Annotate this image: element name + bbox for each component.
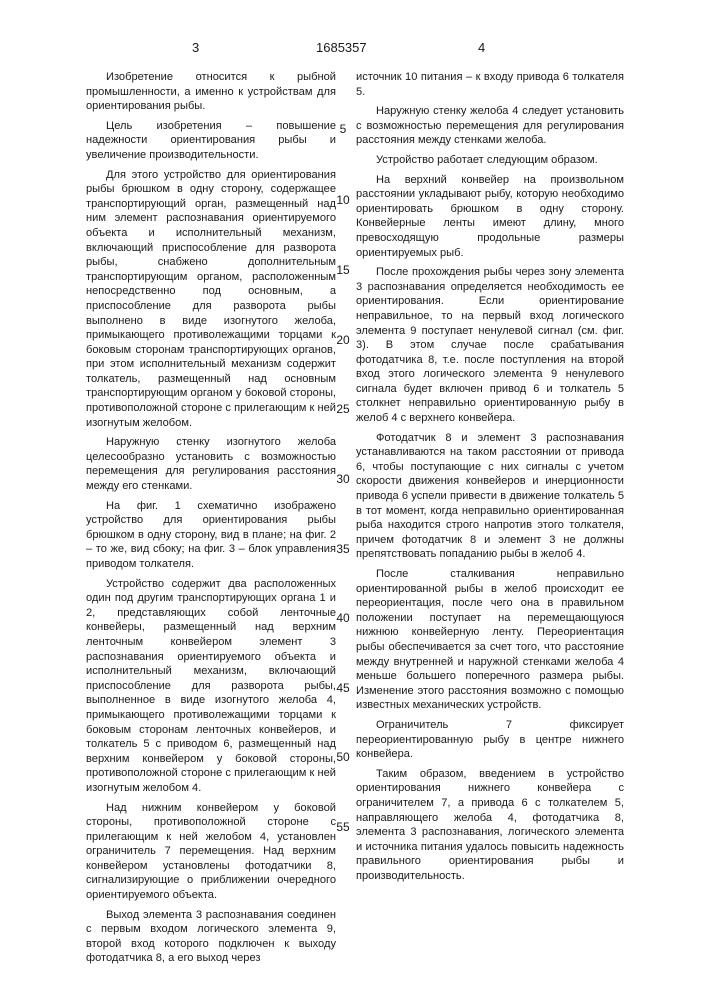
- right-text-column: [356, 70, 624, 883]
- line-number: 20: [333, 333, 353, 347]
- line-number: 5: [333, 122, 353, 136]
- patent-number: 1685357: [316, 40, 367, 55]
- paragraph: На фиг. 1 схематично изображено устройство для ориентирования рыбы брюшком в одну сторону, вид в плане; на фиг. 2 – то же, вид сбоку; на фиг. 3 – блок управления приводом толкателя.: [86, 499, 336, 572]
- paragraph: Устройство содержит два расположенных один под другим транспортирующих органа 1 и 2, представляющих собой ленточные конвейеры, размещенный над верхним ленточным конвейером элемент 3 распознавания ориентируемого объекта и исполнительный механизм, включающий приспособление для разворота рыбы, выполненное в виде изогнутого желоба 4, примыкающего противолежащими торцами к боковым сторонам ленточных конвейеров, и толкатель 5 с приводом 6, размещенный над верхним конвейером у боковой стороны, противоположной стороне с прилегающим к ней изогнутым желобом 4.: [86, 577, 336, 796]
- paragraph: Выход элемента 3 распознавания соединен с первым входом логического элемента 9, второй вход которого подключен к выходу фотодатчика 8, а его выход через: [86, 908, 336, 966]
- paragraph: Цель изобретения – повышение надежности ориентирования рыбы и увеличение производительности.: [86, 119, 336, 163]
- line-number: 25: [333, 402, 353, 416]
- paragraph: Устройство работает следующим образом.: [356, 153, 624, 168]
- line-number: 15: [333, 263, 353, 277]
- left-text-column: [86, 70, 336, 966]
- line-number: 55: [333, 820, 353, 834]
- paragraph: Наружную стенку желоба 4 следует установить с возможностью перемещения для регулирования расстояния между стенками желоба.: [356, 104, 624, 148]
- paragraph: Изобретение относится к рыбной промышленности, а именно к устройствам для ориентирования рыбы.: [86, 70, 336, 114]
- page-number-left: 3: [192, 40, 199, 55]
- paragraph: После сталкивания неправильно ориентированной рыбы в желоб происходит ее переориентация, после чего она в правильном положении поступает на перемещающуюся нижнюю конвейерную ленту. Переориентация рыбы обеспечивается за счет того, что расстояние между внутренней и наружной стенками желоба 4 меньше большего поперечного размера рыбы. Изменение этого расстояния возможно с помощью известных механических устройств.: [356, 567, 624, 713]
- paragraph: Таким образом, введением в устройство ориентирования нижнего конвейера с ограничителем 7, а привода 6 с толкателем 5, направляющего желоба 4, фотодатчика 8, элемента 3 распознавания, логического элемента и источника питания удалось повысить надежность правильного ориентирования рыбы и производительность.: [356, 767, 624, 884]
- paragraph: Фотодатчик 8 и элемент 3 распознавания устанавливаются на таком расстоянии от привода 6, чтобы поступающие с них сигналы с учетом скорости движения конвейеров и инерционности привода 6 успели привести в движение толкатель 5 в тот момент, когда неправильно ориентированная рыба находится строго напротив этого толкателя, причем фотодатчик 8 и элемент 3 не должны препятствовать попаданию рыбы в желоб 4.: [356, 431, 624, 562]
- paragraph: Ограничитель 7 фиксирует переориентированную рыбу в центре нижнего конвейера.: [356, 718, 624, 762]
- page-number-right: 4: [478, 40, 485, 55]
- line-number: 35: [333, 542, 353, 556]
- paragraph: источник 10 питания – к входу привода 6 толкателя 5.: [356, 70, 624, 99]
- paragraph: Над нижним конвейером у боковой стороны, противоположной стороне с прилегающим к ней желобом 4, установлен ограничитель 7 перемещения. Над верхним конвейером установлены фотодатчики 8, сигнализирующие о приближении очередного ориентируемого объекта.: [86, 801, 336, 903]
- line-number: 10: [333, 193, 353, 207]
- line-number: 30: [333, 472, 353, 486]
- paragraph: Для этого устройство для ориентирования рыбы брюшком в одну сторону, содержащее транспортирующий орган, размещенный над ним элемент распознавания ориентируемого объекта и исполнительный механизм, включающий приспособление для разворота рыбы, снабжено дополнительным транспортирующим органом, расположенным непосредственно под основным, а приспособление для разворота рыбы выполнено в виде изогнутого желоба, примыкающего противолежащими торцами к боковым сторонам транспортирующих органов, при этом исполнительный механизм содержит толкатель, размещенный над основным транспортирующим органом у боковой стороны, противоположной стороне с прилегающим к ней изогнутым желобом.: [86, 168, 336, 431]
- line-number: 40: [333, 611, 353, 625]
- paragraph: Наружную стенку изогнутого желоба целесообразно установить с возможностью перемещения для регулирования расстояния между его стенками.: [86, 435, 336, 493]
- line-number: 50: [333, 750, 353, 764]
- paragraph: После прохождения рыбы через зону элемента 3 распознавания определяется необходимость ее ориентирования. Если ориентирование неправильное, то на первый вход логического элемента 9 поступает ненулевой сигнал (см. фиг. 3). В этом случае после срабатывания фотодатчика 8, т.е. после поступления на второй вход этого логического элемента 9 ненулевого сигнала будет включен привод 6 и толкатель 5 столкнет неправильно ориентированную рыбу в желоб 4 с верхнего конвейера.: [356, 265, 624, 426]
- paragraph: На верхний конвейер на произвольном расстоянии укладывают рыбу, которую необходимо ориентировать брюшком в одну сторону. Конвейерные ленты имеют длину, много превосходящую продольные размеры ориентируемых рыб.: [356, 173, 624, 261]
- line-number: 45: [333, 681, 353, 695]
